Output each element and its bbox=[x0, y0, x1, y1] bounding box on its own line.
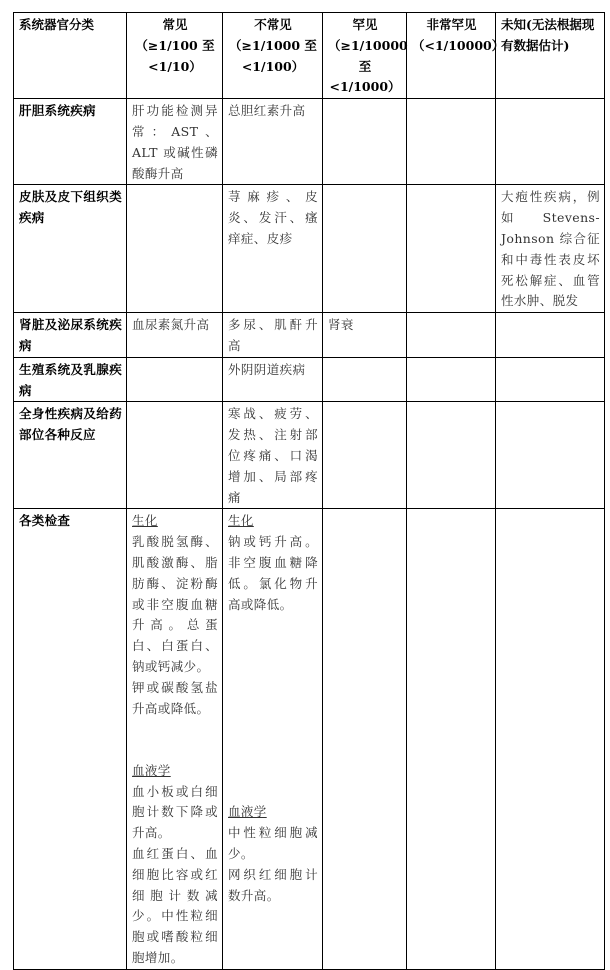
uncommon-cell bbox=[223, 509, 323, 970]
biochemistry-text: 乳酸脱氢酶、肌酸激酶、脂肪酶、淀粉酶或非空腹血糖升高。总蛋白、白蛋白、钠或钙减少。 bbox=[132, 534, 218, 674]
unknown-cell bbox=[496, 509, 605, 970]
common-cell bbox=[127, 357, 223, 402]
table-row bbox=[14, 402, 605, 509]
hematology-text: 网织红细胞计数升高。 bbox=[228, 866, 318, 903]
header-very-rare: 非常罕见 （<1/10000） bbox=[407, 13, 496, 99]
table-row bbox=[14, 357, 605, 402]
header-uncommon: 不常见 （≥1/1000 至 <1/100） bbox=[223, 13, 323, 99]
header-soc: 系统器官分类 bbox=[14, 13, 127, 99]
common-cell bbox=[127, 509, 223, 970]
soc-cell: 全身性疾病及给药部位各种反应 bbox=[14, 402, 127, 509]
rare-cell bbox=[323, 99, 407, 185]
very-rare-cell bbox=[407, 185, 496, 313]
soc-cell: 肝胆系统疾病 bbox=[14, 99, 127, 185]
table-row-investigations bbox=[14, 509, 605, 970]
soc-cell: 皮肤及皮下组织类疾病 bbox=[14, 185, 127, 313]
hematology-subheading: 血液学 bbox=[228, 804, 267, 820]
very-rare-cell bbox=[407, 313, 496, 358]
header-common: 常见 （≥1/100 至 <1/10） bbox=[127, 13, 223, 99]
very-rare-cell bbox=[407, 509, 496, 970]
header-row bbox=[14, 13, 605, 99]
header-rare: 罕见 （≥1/10000 至<1/1000） bbox=[323, 13, 407, 99]
soc-cell: 各类检查 bbox=[14, 509, 127, 970]
very-rare-cell bbox=[407, 357, 496, 402]
unknown-cell bbox=[496, 357, 605, 402]
uncommon-cell: 多尿、肌酐升高 bbox=[223, 313, 323, 358]
very-rare-cell bbox=[407, 99, 496, 185]
rare-cell bbox=[323, 402, 407, 509]
common-cell: 肝功能检测异常：AST、ALT 或碱性磷酸酶升高 bbox=[127, 99, 223, 185]
unknown-cell bbox=[496, 99, 605, 185]
uncommon-cell: 寒战、疲劳、发热、注射部位疼痛、口渴增加、局部疼痛 bbox=[223, 402, 323, 509]
common-cell bbox=[127, 185, 223, 313]
hematology-subheading: 血液学 bbox=[132, 762, 171, 778]
biochemistry-subheading: 生化 bbox=[228, 513, 254, 529]
unknown-cell bbox=[496, 402, 605, 509]
table-row bbox=[14, 185, 605, 313]
uncommon-cell: 总胆红素升高 bbox=[223, 99, 323, 185]
very-rare-cell bbox=[407, 402, 496, 509]
biochemistry-text: 钠或钙升高。非空腹血糖降低。氯化物升高或降低。 bbox=[228, 534, 318, 612]
biochemistry-text: 钾或碳酸氢盐升高或降低。 bbox=[132, 679, 218, 716]
soc-cell: 肾脏及泌尿系统疾病 bbox=[14, 313, 127, 358]
table-row bbox=[14, 313, 605, 358]
header-unknown: 未知(无法根据现有数据估计) bbox=[496, 13, 605, 99]
biochemistry-subheading: 生化 bbox=[132, 513, 158, 529]
common-cell: 血尿素氮升高 bbox=[127, 313, 223, 358]
common-cell bbox=[127, 402, 223, 509]
rare-cell bbox=[323, 357, 407, 402]
rare-cell: 肾衰 bbox=[323, 313, 407, 358]
unknown-cell bbox=[496, 313, 605, 358]
rare-cell bbox=[323, 509, 407, 970]
adverse-reactions-table bbox=[13, 12, 605, 970]
hematology-text: 血红蛋白、血细胞比容或红细胞计数减少。中性粒细胞或嗜酸粒细胞增加。 bbox=[132, 846, 218, 966]
uncommon-cell: 荨麻疹、皮炎、发汗、瘙痒症、皮疹 bbox=[223, 185, 323, 313]
unknown-cell: 大疱性疾病，例如 Stevens-Johnson 综合征和中毒性表皮坏死松解症、血管性水肿、脱发 bbox=[496, 185, 605, 313]
table-row bbox=[14, 99, 605, 185]
hematology-text: 血小板或白细胞计数下降或升高。 bbox=[132, 783, 218, 841]
hematology-text: 中性粒细胞减少。 bbox=[228, 825, 318, 861]
rare-cell bbox=[323, 185, 407, 313]
uncommon-cell: 外阴阴道疾病 bbox=[223, 357, 323, 402]
soc-cell: 生殖系统及乳腺疾病 bbox=[14, 357, 127, 402]
